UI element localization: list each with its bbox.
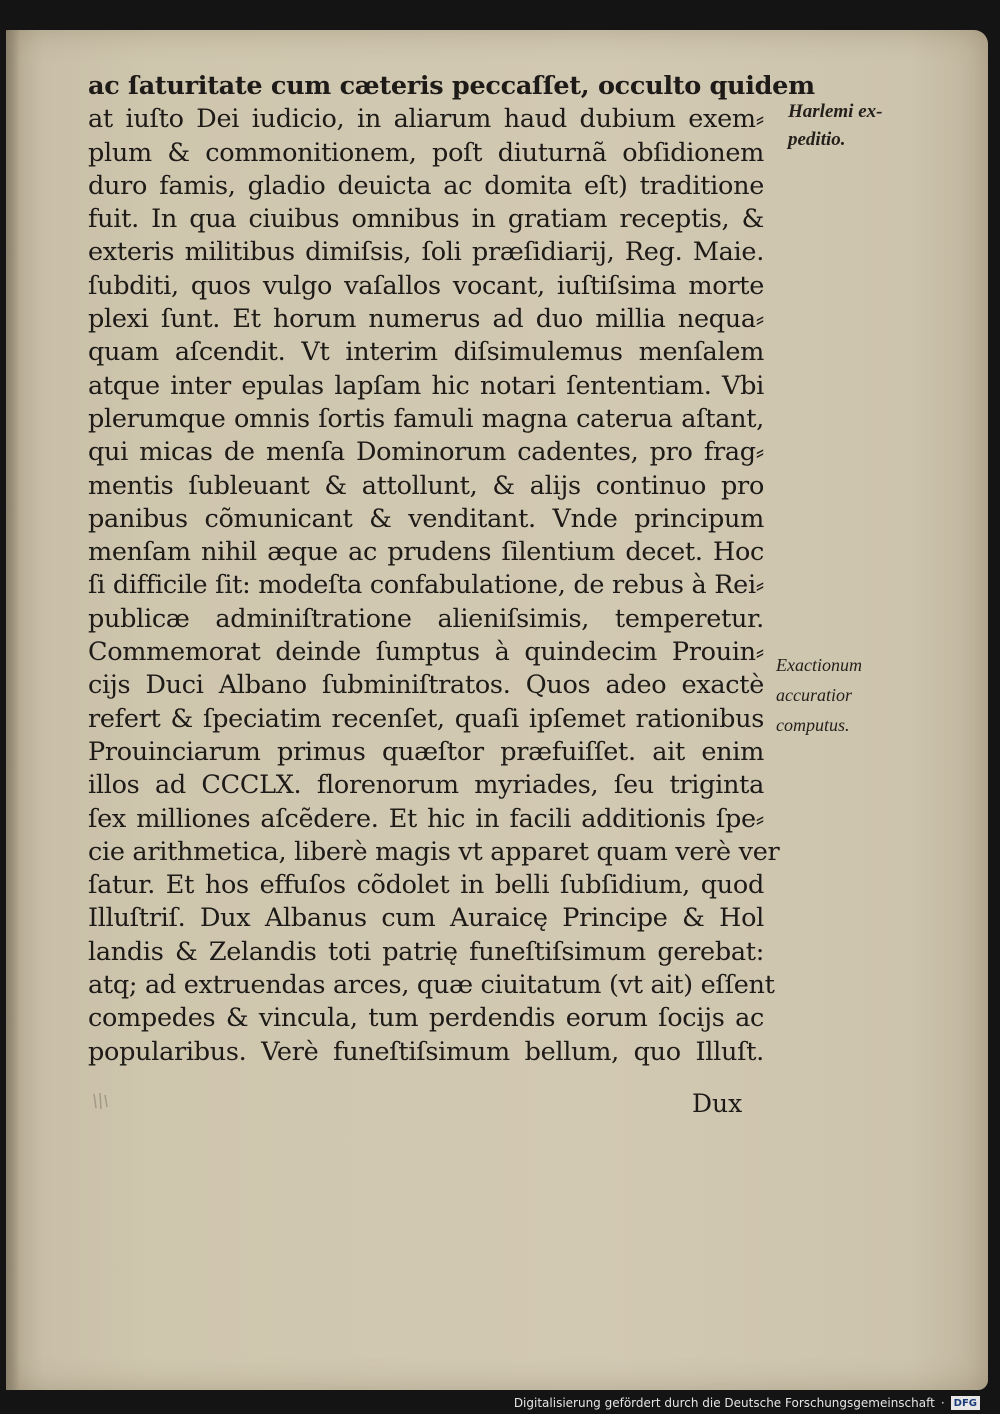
text-line: popularibus. Verè funeſtiſsimum bellum, quo Illuſt. (88, 1036, 764, 1067)
marginal-note-line: Harlemi ex- (788, 101, 883, 122)
text-line: refert & ſpeciatim recenſet, quaſi ipſemet rationibus (88, 703, 764, 734)
text-line: landis & Zelandis toti patrię funeſtiſsimum gerebat: (88, 936, 764, 967)
text-line: ſi difficile ſit: modeſta confabulatione, de rebus à Rei⸗ (88, 570, 764, 601)
catchword: Dux (692, 1089, 743, 1118)
digitization-credit: Digitalisierung gefördert durch die Deutsche Forschungsgemeinschaft (513, 1396, 935, 1410)
marginal-note-line: peditio. (788, 129, 846, 150)
marginal-note-exactionum (776, 650, 906, 740)
text-line: compedes & vincula, tum perdendis eorum ſocijs ac (88, 1003, 764, 1034)
ink-smudge-icon (92, 1090, 110, 1112)
text-line: atque inter epulas lapſam hic notari ſententiam. Vbi (88, 370, 764, 401)
text-line: quam aſcendit. Vt interim diſsimulemus menſalem (88, 337, 764, 368)
text-line: at iuſto Dei iudicio, in aliarum haud dubium exem⸗ (88, 104, 764, 135)
text-line: exteris militibus dimiſsis, ſoli præſidiarij, Reg. Maie. (88, 237, 764, 268)
text-line: cie arithmetica, liberè magis vt apparet quam verè ver (88, 836, 780, 867)
text-line: Prouinciarum primus quæſtor præfuiſſet. ait enim (88, 736, 764, 767)
text-line: cijs Duci Albano ſubminiſtratos. Quos adeo exactè (88, 670, 764, 701)
text-line: Commemorat deinde ſumptus à quindecim Prouin⸗ (88, 637, 764, 668)
text-line: fuit. In qua ciuibus omnibus in gratiam receptis, & (88, 204, 764, 235)
text-line: atq; ad extruendas arces, quæ ciuitatum (vt ait) eſſent (88, 970, 775, 1001)
text-line: qui micas de menſa Dominorum cadentes, pro frag⸗ (88, 437, 764, 468)
digitization-footer (514, 1392, 980, 1414)
text-line: plerumque omnis ſortis famuli magna caterua aſtant, (88, 403, 764, 434)
text-line: plum & commonitionem, poſt diuturnã obſidionem (88, 137, 764, 168)
text-line: ac ſaturitate cum cæteris peccaſſet, occulto quidem (88, 71, 815, 101)
text-line: ſatur. Et hos effuſos cõdolet in belli ſubſidium, quod (88, 870, 764, 901)
text-line: Illuſtriſ. Dux Albanus cum Auraicę Principe & Hol (88, 903, 764, 934)
marginal-note-line: computus. (776, 715, 850, 735)
marginal-note-line: accuratior (776, 685, 852, 705)
text-line: ſex milliones aſcẽdere. Et hic in facili additionis ſpe⸗ (88, 803, 764, 834)
text-line: duro famis, gladio deuicta ac domita eſt) traditione (88, 170, 764, 201)
text-line: publicæ adminiſtratione alieniſsimis, temperetur. (88, 603, 764, 634)
dfg-logo: DFG (951, 1396, 980, 1410)
page-binding-edge (6, 30, 20, 1390)
text-line: menſam nihil æque ac prudens ſilentium decet. Hoc (88, 537, 764, 568)
text-line: mentis ſubleuant & attollunt, & alijs continuo pro (88, 470, 764, 501)
text-line: illos ad CCCLX. florenorum myriades, ſeu triginta (88, 770, 764, 801)
separator-dot: · (940, 1396, 945, 1410)
text-line: panibus cõmunicant & venditant. Vnde principum (88, 503, 764, 534)
text-line: ſubditi, quos vulgo vaſallos vocant, iuſtiſsima morte (88, 270, 764, 301)
text-line: plexi ſunt. Et horum numerus ad duo millia nequa⸗ (88, 304, 764, 335)
marginal-note-harlem (788, 98, 928, 154)
marginal-note-line: Exactionum (776, 655, 862, 675)
